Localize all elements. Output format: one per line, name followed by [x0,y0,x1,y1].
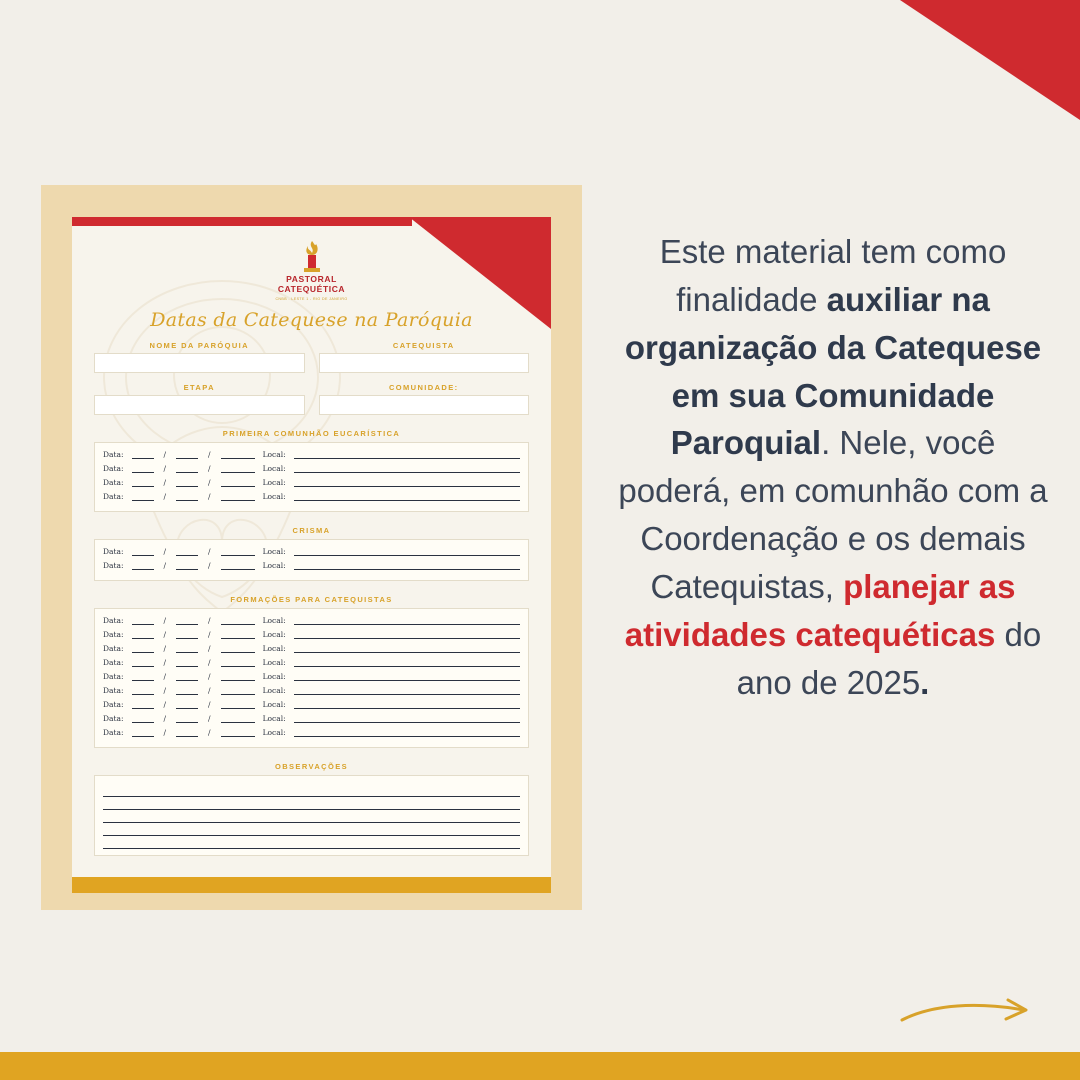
date-label: Data: [103,714,124,724]
date-label: Data: [103,700,124,710]
date-label: Data: [103,630,124,640]
field-nome-paroquia [94,341,305,373]
logo [94,239,529,301]
entry-row[interactable]: Data: / / Local: [103,670,520,684]
field-row-1 [94,341,529,373]
entry-row[interactable]: Data: / / Local: [103,656,520,670]
field-input[interactable] [94,395,305,415]
entry-row[interactable]: Data: / / Local: [103,559,520,573]
entry-row[interactable]: Data: / / Local: [103,490,520,504]
local-label: Local: [262,672,286,682]
date-label: Data: [103,547,124,557]
section-title-formacoes: FORMAÇÕES PARA CATEQUISTAS [230,594,393,604]
local-label: Local: [262,658,286,668]
observation-line[interactable] [103,836,520,849]
logo-title: PASTORAL CATEQUÉTICA [277,274,346,294]
date-label: Data: [103,464,124,474]
entry-row[interactable]: Data: / / Local: [103,545,520,559]
observation-line[interactable] [103,823,520,836]
field-label: CATEQUISTA [392,340,455,350]
section-title-primeira-comunhao: PRIMEIRA COMUNHÃO EUCARÍSTICA [222,428,401,438]
local-label: Local: [262,492,286,502]
entry-row[interactable]: Data: / / Local: [103,462,520,476]
document-title: Datas da Catequese na Paróquia [150,308,473,331]
field-catequista [319,341,530,373]
description-paragraph [612,228,1054,706]
field-label: NOME DA PARÓQUIA [149,340,249,350]
date-label: Data: [103,686,124,696]
local-label: Local: [262,714,286,724]
local-label: Local: [262,728,286,738]
date-label: Data: [103,616,124,626]
paragraph-part-2: auxiliar na organização da Catequese em sua Comunidade Paroquial [624,280,1042,462]
field-label: COMUNIDADE: [388,382,459,392]
local-label: Local: [262,561,286,571]
paragraph-part-1: Este material tem como finalidade [659,233,1007,318]
local-label: Local: [262,547,286,557]
date-label: Data: [103,644,124,654]
observation-line[interactable] [103,784,520,797]
date-label: Data: [103,478,124,488]
top-right-red-corner [900,0,1080,120]
local-label: Local: [262,478,286,488]
field-comunidade [319,383,530,415]
local-label: Local: [262,450,286,460]
local-label: Local: [262,616,286,626]
entry-row[interactable]: Data: / / Local: [103,628,520,642]
observation-line[interactable] [103,810,520,823]
bottom-gold-bar [0,1052,1080,1080]
field-label: ETAPA [183,382,215,392]
date-label: Data: [103,658,124,668]
section-title-crisma: CRISMA [292,525,331,535]
date-label: Data: [103,728,124,738]
section-formacoes [94,608,529,748]
entry-row[interactable]: Data: / / Local: [103,726,520,740]
field-etapa [94,383,305,415]
entry-row[interactable]: Data: / / Local: [103,642,520,656]
date-label: Data: [103,672,124,682]
arrow-right-icon[interactable] [898,994,1038,1028]
paragraph-part-5: do ano de 2025 [736,615,1042,701]
entry-row[interactable]: Data: / / Local: [103,698,520,712]
entry-row[interactable]: Data: / / Local: [103,614,520,628]
field-row-2 [94,383,529,415]
observation-line[interactable] [103,797,520,810]
section-crisma [94,539,529,581]
entry-row[interactable]: Data: / / Local: [103,712,520,726]
date-label: Data: [103,492,124,502]
paragraph-part-4: planejar as atividades catequéticas [624,567,1016,653]
document-page [72,217,551,893]
entry-row[interactable]: Data: / / Local: [103,476,520,490]
local-label: Local: [262,686,286,696]
paragraph-part-6: . [920,663,930,701]
entry-row[interactable]: Data: / / Local: [103,684,520,698]
document-preview-frame [41,185,582,910]
candle-flame-icon [297,239,327,273]
local-label: Local: [262,700,286,710]
entry-row[interactable]: Data: / / Local: [103,448,520,462]
field-input[interactable] [94,353,305,373]
page-bottom-gold-line [72,877,551,893]
field-input[interactable] [319,353,530,373]
local-label: Local: [262,630,286,640]
local-label: Local: [262,464,286,474]
date-label: Data: [103,561,124,571]
logo-subtitle: CNBB - LESTE 1 - RIO DE JANEIRO [275,296,348,301]
field-input[interactable] [319,395,530,415]
section-title-observacoes: OBSERVAÇÕES [274,761,349,771]
section-observacoes[interactable] [94,775,529,856]
section-primeira-comunhao [94,442,529,512]
date-label: Data: [103,450,124,460]
paragraph-part-3: . Nele, você poderá, em comunhão com a Coordenação e os demais Catequistas, [618,424,1048,605]
local-label: Local: [262,644,286,654]
